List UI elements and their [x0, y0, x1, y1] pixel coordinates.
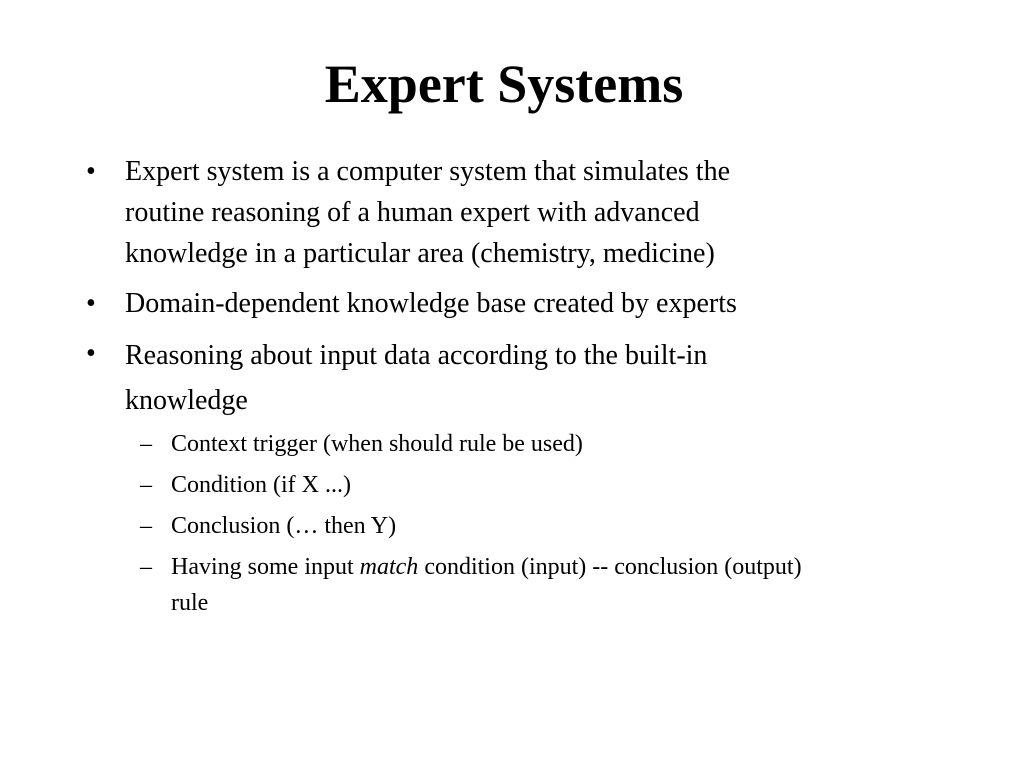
bullet-marker: • — [86, 288, 96, 319]
sub-bullet-matching-rule — [171, 549, 971, 621]
sub-bullet-marker: – — [140, 431, 152, 457]
emphasis-match: match — [359, 554, 419, 580]
sub-bullet-condition — [171, 467, 971, 503]
sub-bullet-marker: – — [140, 472, 152, 498]
bullet-line: knowledge in a particular area (chemistry, medicine) — [125, 238, 715, 269]
sub-bullet-context-trigger — [171, 426, 971, 462]
sub-bullet-marker: – — [140, 554, 152, 580]
sub-bullet-text-part: Having some input — [171, 554, 360, 580]
sub-bullet-line: Condition (if X ...) — [171, 472, 351, 498]
bullet-line: routine reasoning of a human expert with advanced — [125, 197, 700, 228]
bullet-line: Domain-dependent knowledge base created by experts — [125, 288, 737, 319]
bullet-marker: • — [86, 156, 96, 187]
slide-title: Expert Systems — [324, 54, 684, 114]
bullet-item-expert-system — [125, 151, 925, 274]
sub-bullet-text-part: condition (input) -- conclusion (output) — [418, 554, 802, 580]
bullet-line: Reasoning about input data according to the built-in — [125, 340, 708, 371]
sub-bullet-line — [171, 549, 971, 585]
bullet-item-knowledge-base — [125, 283, 925, 324]
bullet-item-reasoning — [125, 333, 925, 423]
bullet-line: knowledge — [125, 385, 248, 416]
bullet-marker: • — [86, 338, 96, 369]
sub-bullet-conclusion — [171, 508, 971, 544]
sub-bullet-line: Conclusion (… then Y) — [171, 513, 397, 539]
sub-bullet-line: Context trigger (when should rule be used) — [171, 431, 583, 457]
sub-bullet-line: rule — [171, 590, 209, 616]
sub-bullet-marker: – — [140, 513, 152, 539]
bullet-line: Expert system is a computer system that simulates the — [125, 156, 730, 187]
